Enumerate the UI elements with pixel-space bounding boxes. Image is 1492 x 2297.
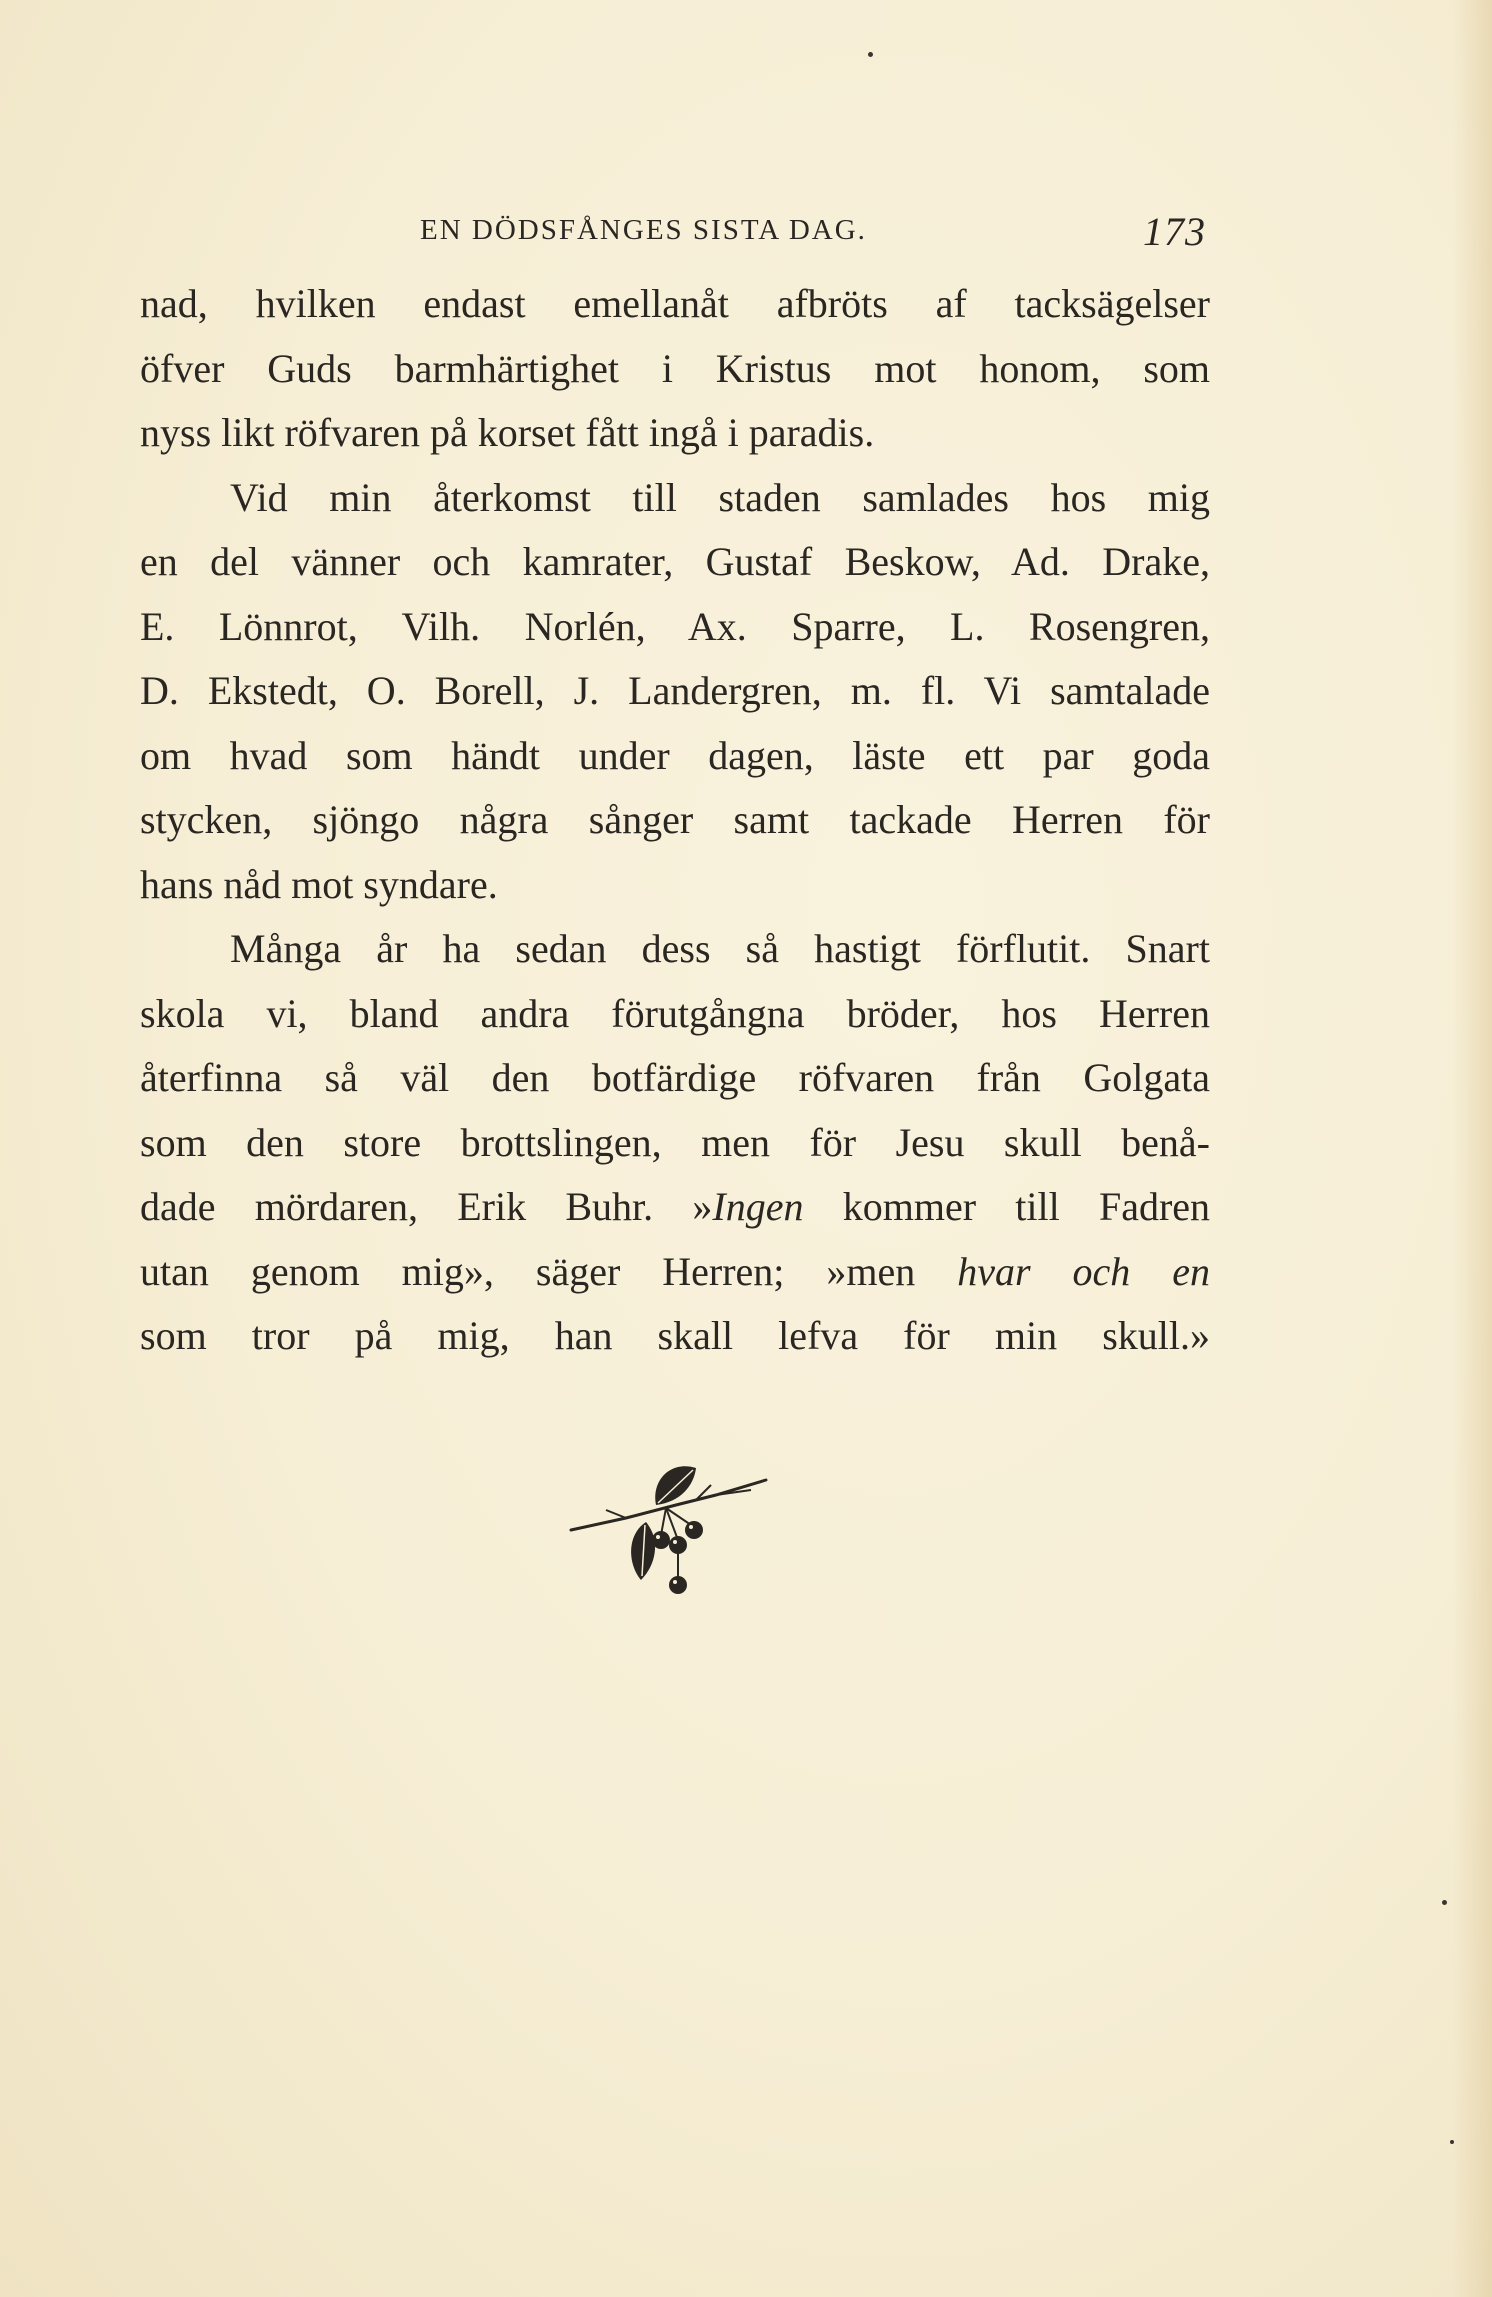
text-line: D. Ekstedt, O. Borell, J. Landergren, m. fl. Vi samtalade <box>140 668 1210 713</box>
italic-phrase: hvar och en <box>957 1248 1210 1294</box>
page-header <box>420 208 1220 258</box>
page-number: 173 <box>1143 209 1206 254</box>
paper-speck <box>1450 2140 1454 2144</box>
text-segment: utan genom mig», säger Herren; »men <box>140 1248 916 1294</box>
italic-word: Ingen <box>712 1184 804 1229</box>
text-line: skola vi, bland andra förutgångna bröder, hos Herren <box>140 990 1210 1036</box>
text-line: nad, hvilken endast emellanåt afbröts af tacksägelser <box>140 281 1210 326</box>
cherry-branch-icon <box>566 1450 786 1620</box>
text-line <box>140 1175 1210 1240</box>
text-line: Många år ha sedan dess så hastigt förflutit. Snart <box>230 926 1210 971</box>
body-text <box>140 272 1210 1369</box>
text-line: hans nåd mot syndare. <box>140 861 498 907</box>
paper-speck <box>868 52 873 57</box>
page-edge-shadow <box>1452 0 1492 2297</box>
text-line: som den store brottslingen, men för Jesu skull benå- <box>140 1119 1210 1165</box>
quote-mark: » <box>692 1184 713 1229</box>
text-segment: dade mördaren, Erik Buhr. <box>140 1184 654 1229</box>
text-segment: kommer till Fadren <box>842 1184 1210 1229</box>
text-line: E. Lönnrot, Vilh. Norlén, Ax. Sparre, L. Rosengren, <box>140 603 1210 649</box>
text-line: nyss likt röfvaren på korset fått ingå i paradis. <box>140 410 875 455</box>
text-line: återfinna så väl den botfärdige röfvaren från Golgata <box>140 1055 1210 1100</box>
running-head: EN DÖDSFÅNGES SISTA DAG. <box>420 214 867 246</box>
text-line: om hvad som händt under dagen, läste ett par goda <box>140 732 1210 778</box>
text-line: som tror på mig, han skall lefva för min skull.» <box>140 1313 1210 1358</box>
text-line: stycken, sjöngo några sånger samt tackade Herren för <box>140 797 1210 842</box>
text-line: en del vänner och kamrater, Gustaf Beskow, Ad. Drake, <box>140 539 1210 584</box>
text-line <box>140 1240 1210 1305</box>
paper-speck <box>1442 1900 1447 1905</box>
text-line: öfver Guds barmhärtighet i Kristus mot honom, som <box>140 345 1210 391</box>
text-line: Vid min återkomst till staden samlades hos mig <box>230 474 1210 520</box>
